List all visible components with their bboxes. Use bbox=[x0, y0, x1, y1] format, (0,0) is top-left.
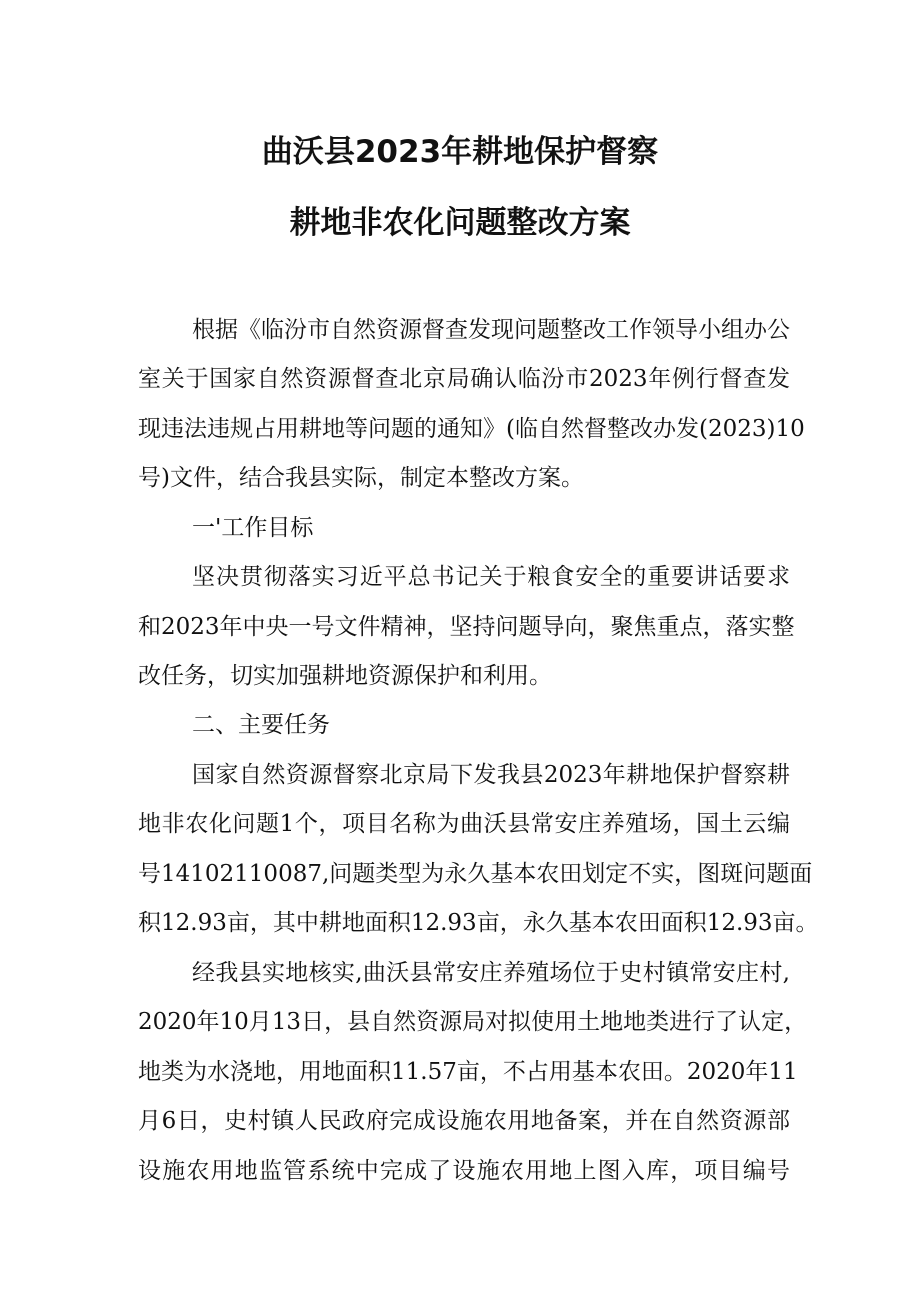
section2-paragraph-line: 地非农化问题1个，项目名称为曲沃县常安庄养殖场，国土云编 bbox=[138, 811, 790, 837]
section1-paragraph-line: 和2023年中央一号文件精神，坚持问题导向，聚焦重点，落实整 bbox=[138, 614, 795, 640]
section1-paragraph-line: 坚决贯彻落实习近平总书记关于粮食安全的重要讲话要求 bbox=[192, 564, 790, 590]
section2-paragraph-line: 国家自然资源督察北京局下发我县2023年耕地保护督察耕 bbox=[192, 762, 790, 788]
intro-paragraph-line: 现违法违规占用耕地等问题的通知》(临自然督整改办发(2023)10 bbox=[138, 416, 805, 442]
intro-paragraph-line: 根据《临汾市自然资源督查发现问题整改工作领导小组办公 bbox=[192, 317, 790, 343]
section2-paragraph-line: 2020年10月13日，县自然资源局对拟使用土地地类进行了认定， bbox=[138, 1009, 808, 1035]
document-title-line-1: 曲沃县2023年耕地保护督察 bbox=[261, 134, 659, 170]
section2-paragraph-line: 经我县实地核实,曲沃县常安庄养殖场位于史村镇常安庄村, bbox=[192, 960, 790, 986]
section-heading-work-goals: 一'工作目标 bbox=[192, 515, 314, 541]
document-title-line-2: 耕地非农化问题整改方案 bbox=[289, 205, 631, 241]
section-heading-main-tasks: 二、主要任务 bbox=[192, 712, 330, 738]
intro-paragraph-line: 号)文件，结合我县实际，制定本整改方案。 bbox=[138, 465, 584, 491]
section2-paragraph-line: 地类为水浇地，用地面积11.57亩，不占用基本农田。2020年11 bbox=[138, 1059, 798, 1085]
section2-paragraph-line: 设施农用地监管系统中完成了设施农用地上图入库，项目编号 bbox=[138, 1158, 790, 1184]
intro-paragraph-line: 室关于国家自然资源督查北京局确认临汾市2023年例行督查发 bbox=[138, 366, 790, 392]
section1-paragraph-line: 改任务，切实加强耕地资源保护和利用。 bbox=[138, 663, 552, 689]
section2-paragraph-line: 月6日，史村镇人民政府完成设施农用地备案，并在自然资源部 bbox=[138, 1108, 790, 1134]
section2-paragraph-line: 号14102110087,问题类型为永久基本农田划定不实，图斑问题面 bbox=[138, 861, 813, 887]
section2-paragraph-line: 积12.93亩，其中耕地面积12.93亩，永久基本农田面积12.93亩。 bbox=[138, 910, 819, 936]
